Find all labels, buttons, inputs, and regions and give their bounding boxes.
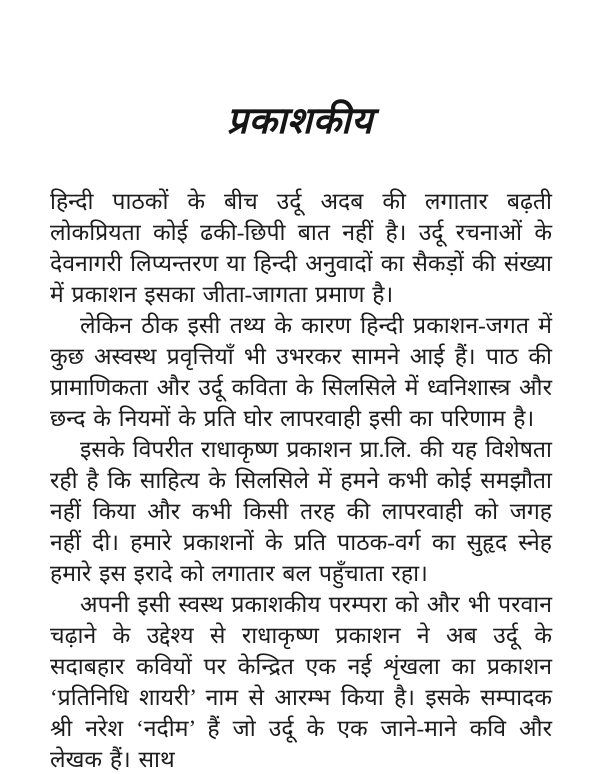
paragraph-4: अपनी इसी स्वस्थ प्रकाशकीय परम्परा को और भी परवान चढ़ाने के उद्देश्य से राधाकृष्ण प्रकाशन ने अब उर्दू के सदाबहार कवियों पर केन्द्रित एक नई शृंखला का प्रकाशन ‘प्रतिनिधि शायरी’ नाम से आरम्भ किया है। इसके सम्पादक श्री नरेश ‘नदीम’ हैं जो उर्दू के एक जाने-माने कवि और लेखक हैं। साथ <box>50 592 552 772</box>
paragraph-2: लेकिन ठीक इसी तथ्य के कारण हिन्दी प्रकाशन-जगत में कुछ अस्वस्थ प्रवृत्तियाँ भी उभरकर सामने आई हैं। पाठ की प्रामाणिकता और उर्दू कविता के सिलसिले में ध्वनिशास्त्र और छन्द के नियमों के प्रति घोर लापरवाही इसी का परिणाम है। <box>50 313 552 431</box>
body-text <box>50 186 552 774</box>
paragraph-1: हिन्दी पाठकों के बीच उर्दू अदब की लगातार बढ़ती लोकप्रियता कोई ढकी-छिपी बात नहीं है। उर्दू रचनाओं के देवनागरी लिप्यन्तरण या हिन्दी अनुवादों का सैकड़ों की संख्या में प्रकाशन इसका जीता-जागता प्रमाण है। <box>50 189 552 307</box>
page-title: प्रकाशकीय <box>226 101 374 142</box>
paragraph-3: इसके विपरीत राधाकृष्ण प्रकाशन प्रा.लि. की यह विशेषता रही है कि साहित्य के सिलसिले में हमने कभी कोई समझौता नहीं किया और कभी किसी तरह की लापरवाही को जगह नहीं दी। हमारे प्रकाशनों के प्रति पाठक-वर्ग का सुहृद स्नेह हमारे इस इरादे को लगातार बल पहुँचाता रहा। <box>50 437 552 586</box>
